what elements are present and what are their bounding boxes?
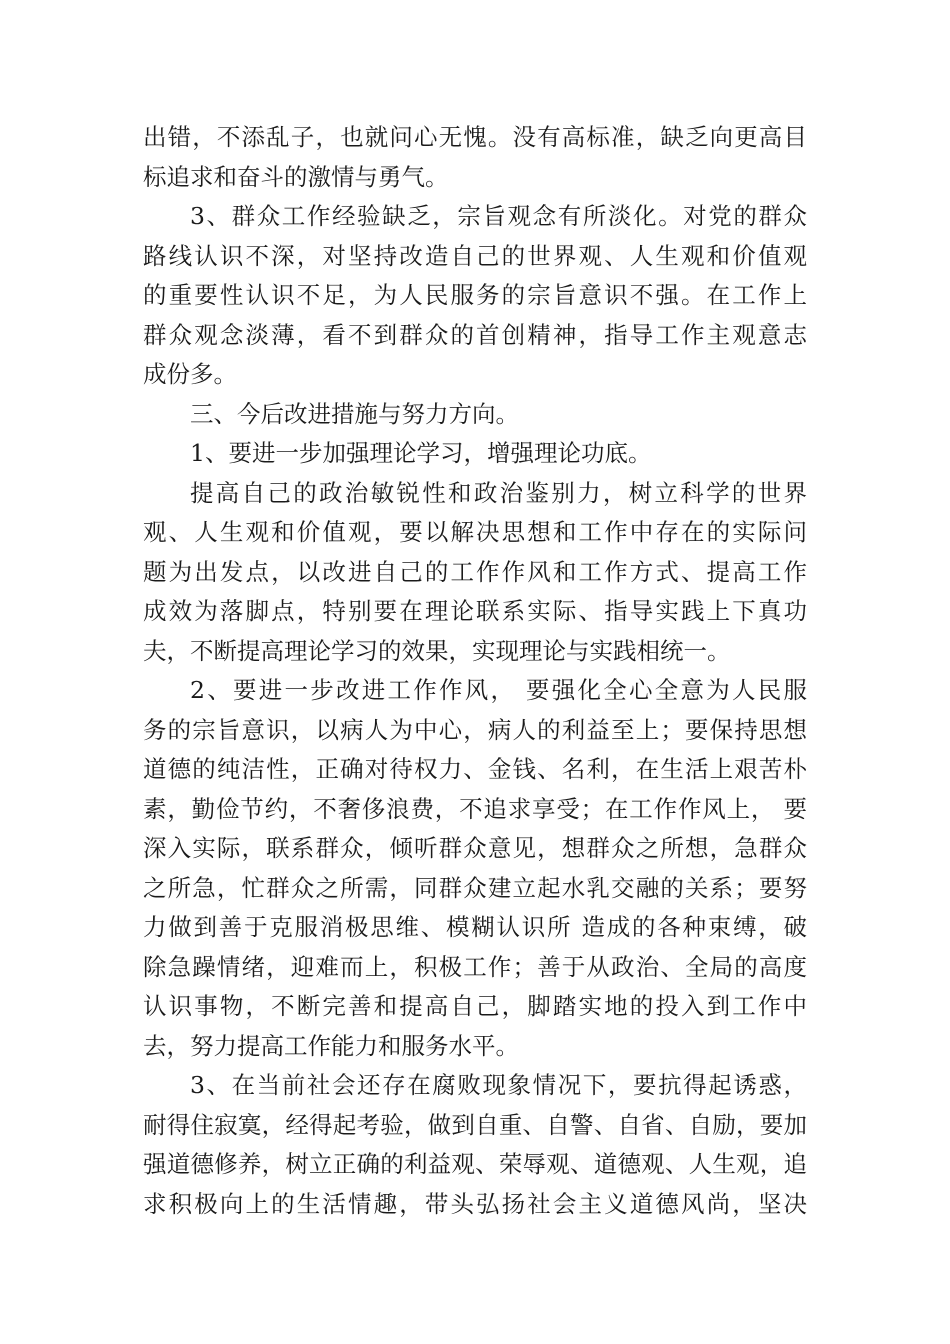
subsection-heading: 1、要进一步加强理论学习，增强理论功底。 [190, 439, 652, 467]
text-line: 力做到善于克服消极思维、模糊认识所 造成的各种束缚，破 [143, 913, 807, 941]
section-heading: 三、今后改进措施与努力方向。 [190, 399, 519, 428]
text-line: 提高自己的政治敏锐性和政治鉴别力，树立科学的世界 [190, 478, 807, 507]
text-line: 道德的纯洁性，正确对待权力、金钱、名利，在生活上艰苦朴 [143, 755, 807, 783]
body-text [143, 118, 807, 1224]
text-line: 之所急，忙群众之所需，同群众建立起水乳交融的关系；要努 [143, 873, 807, 902]
text-line: 求积极向上的生活情趣，带头弘扬社会主义道德风尚，坚决 [143, 1189, 807, 1218]
text-line: 成份多。 [143, 360, 237, 388]
text-line: 成效为落脚点，特别要在理论联系实际、指导实践上下真功 [143, 597, 807, 625]
text-line: 路线认识不深，对坚持改造自己的世界观、人生观和价值观 [143, 241, 807, 270]
text-line: 观、人生观和价值观，要以解决思想和工作中存在的实际问 [143, 518, 807, 546]
text-line: 2、要进一步改进工作作风， 要强化全心全意为人民服 [190, 676, 807, 704]
text-line: 的重要性认识不足，为人民服务的宗旨意识不强。在工作上 [143, 281, 807, 309]
text-line: 认识事物，不断完善和提高自己，脚踏实地的投入到工作中 [143, 992, 807, 1020]
text-line: 3、在当前社会还存在腐败现象情况下，要抗得起诱惑， [190, 1071, 807, 1099]
text-line: 3、群众工作经验缺乏，宗旨观念有所淡化。对党的群众 [190, 202, 807, 230]
text-line: 出错，不添乱子，也就问心无愧。没有高标准，缺乏向更高目 [143, 123, 807, 151]
text-line: 务的宗旨意识，以病人为中心，病人的利益至上；要保持思想 [143, 715, 807, 744]
text-line: 深入实际，联系群众，倾听群众意见，想群众之所想，急群众 [143, 834, 807, 862]
text-line: 标追求和奋斗的激情与勇气。 [143, 162, 449, 191]
text-line: 去，努力提高工作能力和服务水平。 [143, 1031, 519, 1060]
text-line: 题为出发点，以改进自己的工作作风和工作方式、提高工作 [143, 557, 807, 586]
text-line: 强道德修养，树立正确的利益观、荣辱观、道德观、人生观，追 [143, 1150, 807, 1178]
text-line: 除急躁情绪，迎难而上，积极工作；善于从政治、全局的高度 [143, 952, 807, 981]
text-line: 夫，不断提高理论学习的效果，实现理论与实践相统一。 [143, 636, 731, 665]
text-line: 群众观念淡薄，看不到群众的首创精神，指导工作主观意志 [143, 320, 807, 349]
text-line: 耐得住寂寞，经得起考验，做到自重、自警、自省、自励，要加 [143, 1110, 807, 1139]
text-line: 素，勤俭节约，不奢侈浪费，不追求享受；在工作作风上， 要 [143, 794, 807, 823]
